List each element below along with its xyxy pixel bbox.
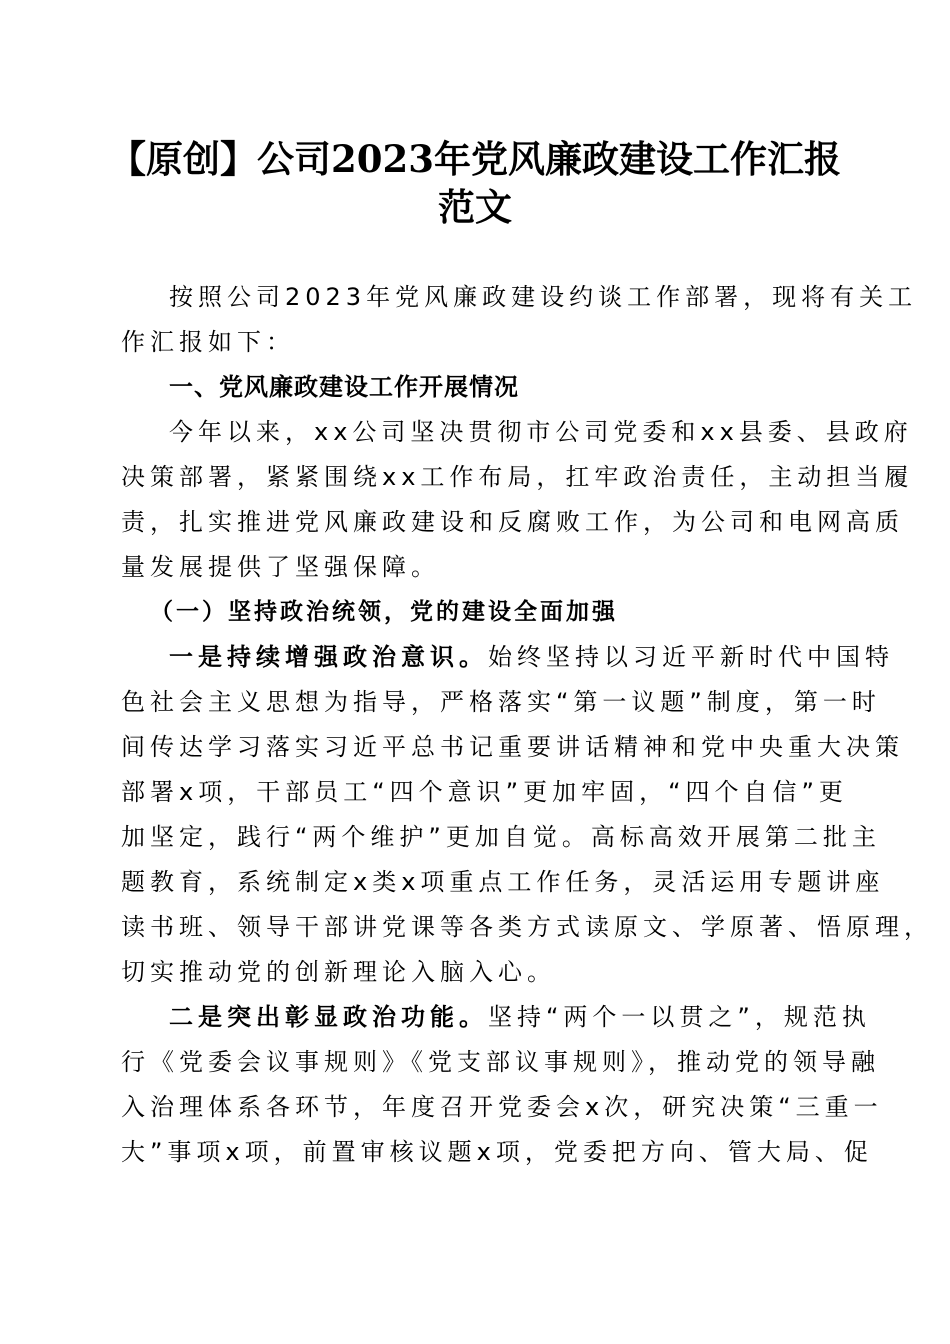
paragraph-line: 入治理体系各环节，年度召开党委会x次，研究决策“三重一 — [121, 1093, 883, 1121]
document-title-line-1: 【原创】公司2023年党风廉政建设工作汇报 — [109, 137, 841, 181]
paragraph-line: 量发展提供了坚强保障。 — [121, 553, 440, 581]
item-first-rest: 坚持“两个一以贯之”，规范执 — [488, 1003, 871, 1031]
item-lead: 二是突出彰显政治功能。 — [169, 1002, 488, 1031]
subsection-heading: （一）坚持政治统领，党的建设全面加强 — [150, 598, 618, 625]
paragraph-line: 间传达学习落实习近平总书记重要讲话精神和党中央重大决策 — [121, 733, 904, 761]
paragraph-line: 读书班、领导干部讲党课等各类方式读原文、学原著、悟原理， — [121, 913, 933, 941]
intro-line-1: 按照公司2023年党风廉政建设约谈工作部署，现将有关工 — [169, 283, 918, 311]
paragraph-line: 色社会主义思想为指导，严格落实“第一议题”制度，第一时 — [121, 688, 881, 716]
paragraph-line: 责，扎实推进党风廉政建设和反腐败工作，为公司和电网高质 — [121, 508, 904, 536]
paragraph-line: 切实推动党的创新理论入脑入心。 — [121, 958, 556, 986]
paragraph-line: 今年以来，xx公司坚决贯彻市公司党委和xx县委、县政府 — [169, 418, 913, 446]
document-title-line-2: 范文 — [438, 185, 512, 229]
paragraph-line: 决策部署，紧紧围绕xx工作布局，扛牢政治责任，主动担当履 — [121, 463, 914, 491]
paragraph-line: 大”事项x项，前置审核议题x项，党委把方向、管大局、促 — [121, 1138, 873, 1166]
intro-line-2: 作汇报如下： — [121, 328, 295, 356]
paragraph-line: 加坚定，践行“两个维护”更加自觉。高标高效开展第二批主 — [121, 823, 881, 851]
item-first-line — [169, 642, 894, 672]
section-heading: 一、党风廉政建设工作开展情况 — [169, 373, 519, 401]
paragraph-line: 题教育，系统制定x类x项重点工作任务，灵活运用专题讲座 — [121, 868, 885, 896]
item-lead: 一是持续增强政治意识。 — [169, 642, 488, 671]
paragraph-line: 部署x项，干部员工“四个意识”更加牢固，“四个自信”更 — [121, 778, 848, 806]
item-first-line — [169, 1002, 881, 1032]
item-first-rest: 始终坚持以习近平新时代中国特 — [488, 643, 894, 671]
paragraph-line: 行《党委会议事规则》《党支部议事规则》，推动党的领导融 — [121, 1048, 880, 1076]
